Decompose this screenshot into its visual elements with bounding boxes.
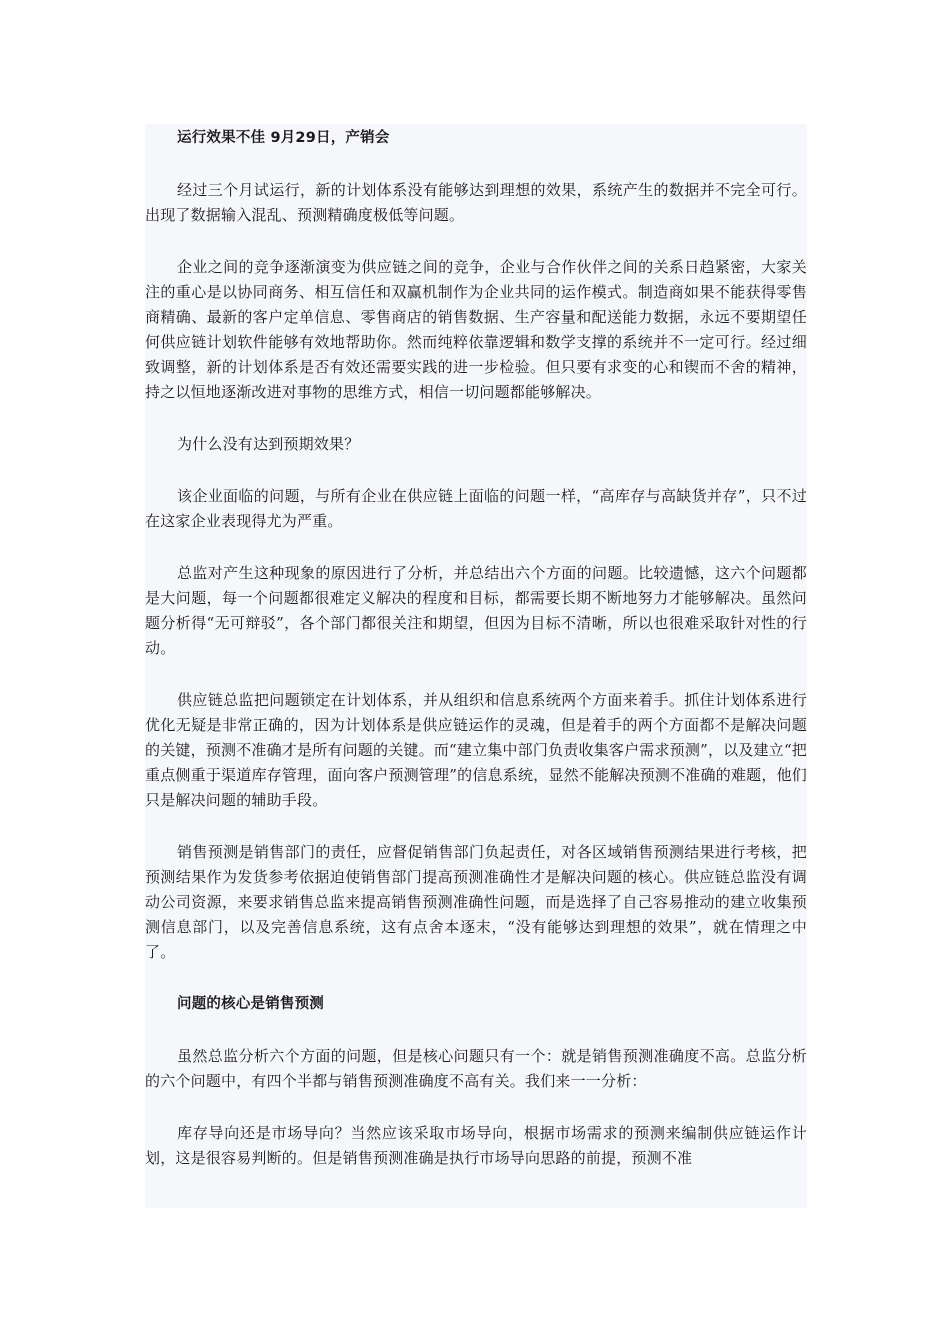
section-heading: 问题的核心是销售预测 — [177, 996, 324, 1012]
paragraph: 企业之间的竞争逐渐演变为供应链之间的竞争，企业与合作伙伴之间的关系日趋紧密，大家关注的重心是以协同商务、相互信任和双赢机制作为企业共同的运作模式。制造商如果不能获得零售商精确、最新的客户定单信息、零售商店的销售数据、生产容量和配送能力数据，永远不要期望任何供应链计划软件能够有效地帮助你。然而纯粹依靠逻辑和数学支撑的系统并不一定可行。经过细致调整，新的计划体系是否有效还需要实践的进一步检验。但只要有求变的心和锲而不舍的精神，持之以恒地逐渐改进对事物的思维方式，相信一切问题都能够解决。 — [145, 258, 807, 401]
paragraph: 销售预测是销售部门的责任，应督促销售部门负起责任，对各区域销售预测结果进行考核，把预测结果作为发货参考依据迫使销售部门提高预测准确性才是解决问题的核心。供应链总监没有调动公司资源，来要求销售总监来提高销售预测准确性问题，而是选择了自己容易推动的建立收集预测信息部门，以及完善信息系统，这有点舍本逐末，“没有能够达到理想的效果”，就在情理之中了。 — [145, 843, 807, 961]
paragraph: 经过三个月试运行，新的计划体系没有能够达到理想的效果，系统产生的数据并不完全可行。出现了数据输入混乱、预测精确度极低等问题。 — [145, 181, 807, 224]
paragraph: 该企业面临的问题，与所有企业在供应链上面临的问题一样，“高库存与高缺货并存”，只不过在这家企业表现得尤为严重。 — [145, 487, 807, 530]
paragraph: 库存导向还是市场导向？当然应该采取市场导向，根据市场需求的预测来编制供应链运作计划，这是很容易判断的。但是销售预测准确是执行市场导向思路的前提，预测不准 — [145, 1124, 807, 1167]
paragraph: 为什么没有达到预期效果？ — [177, 435, 360, 453]
paragraph: 虽然总监分析六个方面的问题，但是核心问题只有一个：就是销售预测准确度不高。总监分析的六个问题中，有四个半都与销售预测准确度不高有关。我们来一一分析： — [145, 1047, 807, 1090]
section-heading: 运行效果不佳 9月29日，产销会 — [177, 130, 390, 146]
paragraph: 供应链总监把问题锁定在计划体系，并从组织和信息系统两个方面来着手。抓住计划体系进行优化无疑是非常正确的，因为计划体系是供应链运作的灵魂，但是着手的两个方面都不是解决问题的关键，预测不准确才是所有问题的关键。而“建立集中部门负责收集客户需求预测”，以及建立“把重点侧重于渠道库存管理，面向客户预测管理”的信息系统，显然不能解决预测不准确的难题，他们只是解决问题的辅助手段。 — [145, 691, 807, 809]
document-body — [145, 124, 807, 1208]
paragraph: 总监对产生这种现象的原因进行了分析，并总结出六个方面的问题。比较遗憾，这六个问题都是大问题，每一个问题都很难定义解决的程度和目标，都需要长期不断地努力才能够解决。虽然问题分析得“无可辩驳”，各个部门都很关注和期望，但因为目标不清晰，所以也很难采取针对性的行动。 — [145, 564, 807, 657]
